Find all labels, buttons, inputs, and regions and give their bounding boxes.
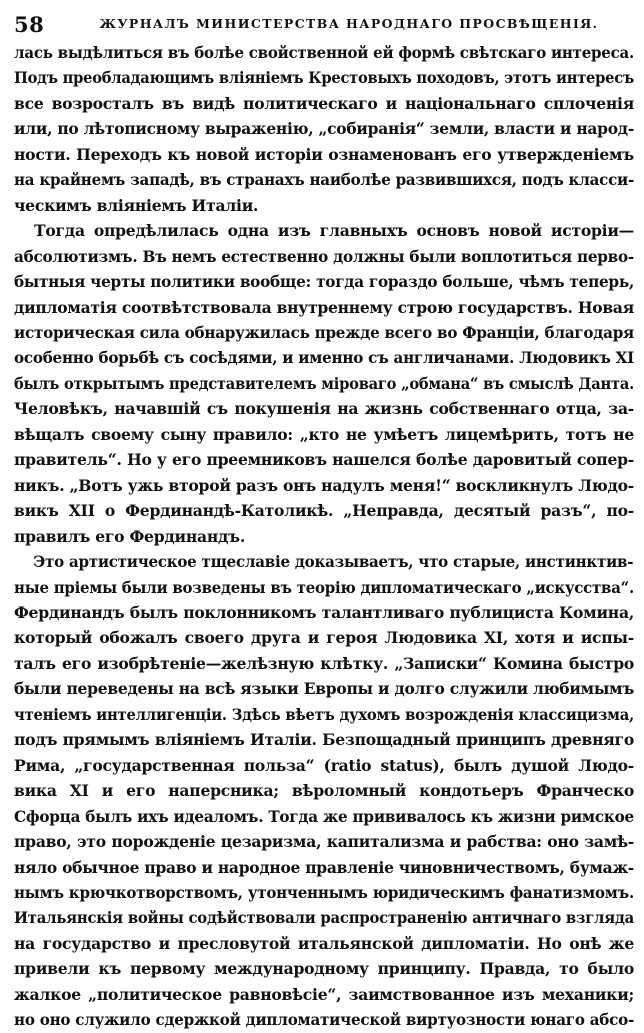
text-line: Рима, „государственная польза“ (ratio status), былъ душой Людо- [14, 755, 634, 775]
text-line: право, это порожденіе цезаризма, капитализма и рабства: оно замѣ- [14, 832, 635, 852]
text-line: или, по лѣтописному выраженію, „собиранія“ земли, власти и народ- [14, 119, 635, 139]
body-text [14, 40, 634, 1033]
text-line: правитель“. Но у его преемниковъ нашелся болѣе даровитый сопер- [14, 450, 634, 470]
text-line: вѣщалъ своему сыну правило: „кто не умѣетъ лицемѣрить, тотъ не [14, 424, 634, 444]
text-line: нымъ крючкотворствомъ, утонченнымъ юридическимъ фанатизмомъ. [14, 882, 634, 902]
text-line: привели къ первому международному принципу. Правда, то было [14, 959, 634, 979]
text-line: Подъ преобладающимъ вліяніемъ Крестовыхъ походовъ, этотъ интересъ [14, 68, 634, 88]
text-line: ности. Переходъ къ новой исторіи ознаменованъ его утвержденіемъ [14, 144, 635, 164]
paragraph-3 [14, 549, 634, 1033]
text-line: Человѣкъ, начавшій съ покушенія на жизнь собственнаго отца, за- [14, 399, 635, 419]
text-line: бытныя черты политики вообще: тогда гораздо больше, чѣмъ теперь, [14, 272, 635, 292]
text-line: на крайнемъ западѣ, въ странахъ наиболѣе развившихся, подъ класси- [14, 170, 634, 190]
paragraph-1 [14, 40, 634, 218]
text-line: были переведены на всѣ языки Европы и долго служили любимымъ [14, 679, 634, 699]
text-line: Итальянскія войны содѣйствовали распространенію античнаго взгляда [14, 908, 635, 928]
text-line: вика XI и его наперсника; вѣроломный кондотьеръ Франческо [14, 781, 634, 801]
text-line: няло обычное право и народное правленіе чиновничествомъ, бумаж- [14, 857, 634, 877]
text-line: лась выдѣлиться въ болѣе свойственной ей формѣ свѣтскаго интереса. [14, 43, 634, 62]
text-line: никъ. „Вотъ ужь второй разъ онъ надулъ меня!“ воскликнулъ Людо- [14, 475, 634, 495]
text-line: историческая сила обнаружилась прежде всего во Франціи, благодаря [14, 322, 634, 342]
text-line: жалкое „политическое равновѣсіе“, заимствованное изъ механики; [14, 984, 635, 1004]
text-line: Фердинандъ былъ поклонникомъ талантливаго публициста Комина, [14, 602, 634, 622]
text-line: викъ XII о Фердинандѣ-Католикѣ. „Неправда, десятый разъ“, по- [14, 501, 634, 521]
text-line: ные пріемы были возведены въ теорію дипломатическаго „искусства“. [14, 577, 634, 597]
text-line: правилъ его Фердинандъ. [14, 526, 246, 546]
text-line: Сфорца былъ ихъ идеаломъ. Тогда же прививалось къ жизни римское [14, 806, 634, 826]
text-line: Тогда опредѣлилась одна изъ главныхъ основъ новой исторіи— [34, 221, 634, 241]
running-title: ЖУРНАЛЪ МИНИСТЕРСТВА НАРОДНАГО ПРОСВѢЩЕНІЯ. [99, 16, 599, 31]
text-line: все возросталъ въ видѣ политическаго и національнаго сплоченія [14, 93, 634, 113]
text-line: дипломатія соотвѣтствовала внутреннему строю государствъ. Новая [14, 297, 634, 317]
text-line: талъ его изобрѣтеніе—желѣзную клѣтку. „Записки“ Комина быстро [14, 653, 634, 673]
page-header [14, 6, 634, 40]
text-line: который обожалъ своего друга и героя Людовика XI, хотя и испы- [14, 628, 635, 648]
text-line: на государство и пресловутой итальянской дипломатіи. Но онѣ же [14, 933, 635, 953]
page-number: 58 [14, 12, 45, 37]
text-line: абсолютизмъ. Въ немъ естественно должны были воплотиться перво- [14, 246, 634, 266]
text-line: ческимъ вліяніемъ Италіи. [14, 195, 259, 215]
text-line: Это артистическое тщеславіе доказываетъ, что старые, инстинктив- [33, 552, 634, 572]
paragraph-2 [14, 218, 634, 549]
text-line: особенно борьбѣ съ сосѣдями, и именно съ англичанами. Людовикъ XI [14, 348, 635, 368]
book-page [14, 6, 634, 1033]
text-line: чтеніемъ интеллигенціи. Здѣсь вѣетъ духомъ возрожденія классицизма, [14, 704, 634, 724]
text-line: подъ прямымъ вліяніемъ Италіи. Безпощадный принципъ древняго [14, 730, 634, 750]
text-line: но оно служило сдержкой дипломатической виртуозности юнаго абсо- [14, 1010, 635, 1030]
text-line: былъ открытымъ представителемъ міроваго „обмана“ въ смыслѣ Данта. [14, 373, 634, 393]
